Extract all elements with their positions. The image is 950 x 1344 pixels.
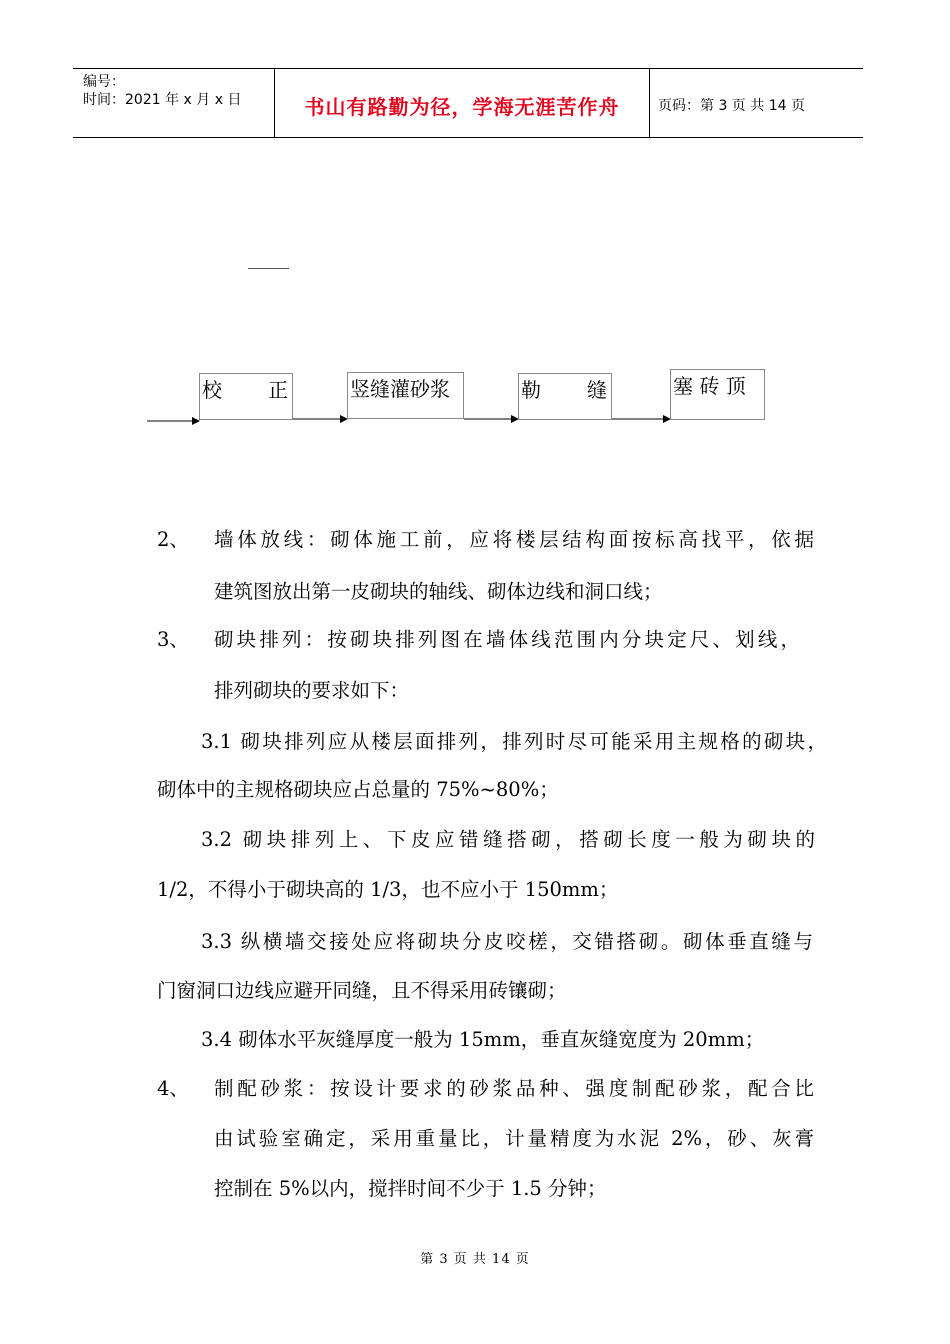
item4-number: 4、 [157, 1077, 189, 1100]
p31-line1: 3.1 砌块排列应从楼层面排列，排列时尽可能采用主规格的砌块， [201, 730, 827, 753]
time-label: 时间：2021 年 x 月 x 日 [83, 92, 242, 108]
item3-line1: 砌块排列：按砌块排列图在墙体线范围内分块定尺、划线， [214, 628, 800, 651]
flow-step-joint-a: 勒 [521, 378, 541, 402]
item2-line1: 墙体放线：砌体施工前，应将楼层结构面按标高找平，依据 [214, 528, 814, 551]
flow-step-joint-b: 缝 [587, 378, 607, 402]
item3-line2: 排列砌块的要求如下： [214, 679, 410, 702]
motto-text: 书山有路勤为径，学海无涯苦作舟 [304, 95, 620, 119]
header-page-cell [650, 69, 863, 137]
item4-line2: 由试验室确定，采用重量比，计量精度为水泥 2%，砂、灰膏 [214, 1127, 814, 1150]
p34-line1: 3.4 砌体水平灰缝厚度一般为 15mm，垂直灰缝宽度为 20mm； [201, 1028, 765, 1051]
flow-step-correct [199, 373, 293, 420]
item4-line3: 控制在 5%以内，搅拌时间不少于 1.5 分钟； [214, 1177, 607, 1200]
number-label: 编号： [83, 74, 125, 90]
p33-line1: 3.3 纵横墙交接处应将砌块分皮咬槎，交错搭砌。砌体垂直缝与 [201, 930, 813, 953]
item2-line2: 建筑图放出第一皮砌块的轴线、砌体边线和洞口线； [214, 580, 663, 603]
flow-step-joint [518, 373, 612, 420]
flow-step-grout-label: 竖缝灌砂浆 [350, 377, 450, 401]
divider-line [248, 268, 289, 269]
document-header [73, 68, 863, 138]
flow-step-correct-a: 校 [202, 378, 222, 402]
p32-line1: 3.2 砌块排列上、下皮应错缝搭砌，搭砌长度一般为砌块的 [201, 828, 815, 851]
item4-line1: 制配砂浆：按设计要求的砂浆品种、强度制配砂浆，配合比 [214, 1077, 814, 1100]
item3-number: 3、 [157, 628, 189, 651]
flow-step-fill-top [670, 369, 765, 420]
header-info-cell [73, 69, 275, 137]
item2-number: 2、 [157, 528, 189, 551]
p31-line2: 砌体中的主规格砌块应占总量的 75%~80%； [157, 778, 559, 801]
flow-step-fill-top-label: 塞 砖 顶 [673, 374, 746, 398]
page-info: 页码：第 3 页 共 14 页 [658, 98, 805, 114]
p33-line2: 门窗洞口边线应避开同缝，且不得采用砖镶砌； [157, 979, 567, 1002]
p32-line2: 1/2，不得小于砌块高的 1/3，也不应小于 150mm； [157, 878, 619, 901]
flow-step-grout [347, 372, 464, 419]
header-motto-cell [275, 69, 650, 137]
flow-step-correct-b: 正 [268, 378, 288, 402]
page-footer: 第 3 页 共 14 页 [420, 1252, 530, 1267]
